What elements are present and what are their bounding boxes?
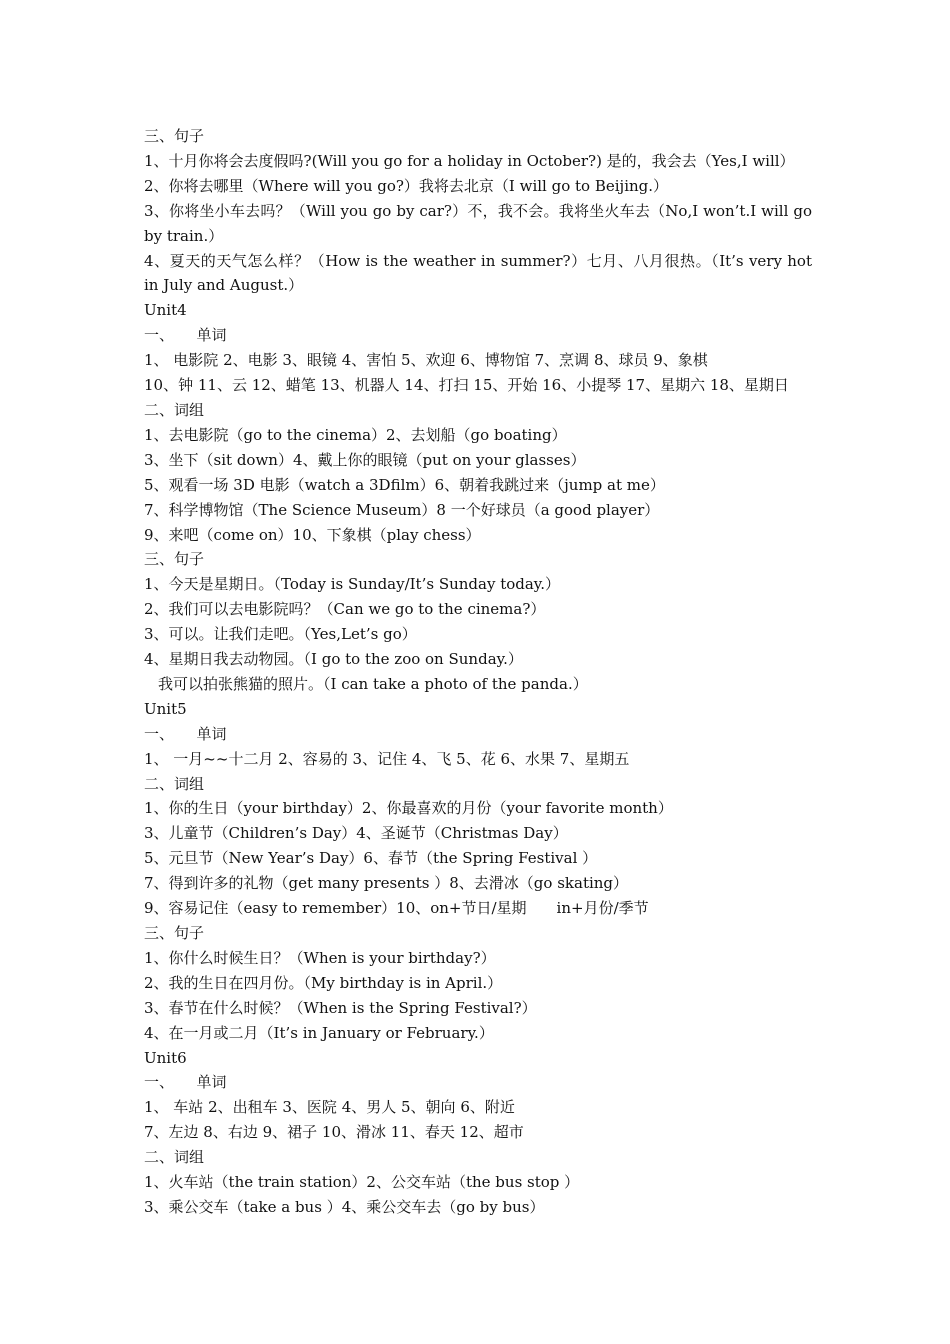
word-list-line: 7、左边 8、右边 9、裙子 10、滑冰 11、春天 12、超市 <box>144 1123 524 1142</box>
sentence-line: 1、十月你将会去度假吗?(Will you go for a holiday in October?) 是的，我会去（Yes,I will） <box>144 151 795 170</box>
section-heading: 三、句子 <box>144 127 205 145</box>
sentence-line: 3、春节在什么时候？（When is the Spring Festival?） <box>144 998 537 1017</box>
sentence-line: 2、我的生日在四月份。（My birthday is in April.） <box>144 973 503 992</box>
phrase-line: 7、得到许多的礼物（get many presents ）8、去滑冰（go skating） <box>144 874 629 893</box>
word-list-line: 10、钟 11、云 12、蜡笔 13、机器人 14、打扫 15、开始 16、小提琴 17、星期六 18、星期日 <box>144 376 789 395</box>
word-list-line: 1、 一月~~十二月 2、容易的 3、记住 4、飞 5、花 6、水果 7、星期五 <box>144 749 630 768</box>
sentence-line: 1、今天是星期日。（Today is Sunday/It’s Sunday today.） <box>144 575 561 594</box>
sentence-line: 我可以拍张熊猫的照片。（I can take a photo of the panda.） <box>158 674 588 693</box>
word-list-line: 1、 车站 2、出租车 3、医院 4、男人 5、朝向 6、附近 <box>144 1098 515 1117</box>
phrase-line: 7、科学博物馆（The Science Museum）8 一个好球员（a good player） <box>144 500 660 519</box>
phrase-line: 1、火车站（the train station）2、公交车站（the bus stop ） <box>144 1173 580 1192</box>
section-heading: 二、词组 <box>144 1148 205 1167</box>
sentence-line: 2、我们可以去电影院吗？（Can we go to the cinema?） <box>144 600 546 619</box>
phrase-line: 1、去电影院（go to the cinema）2、去划船（go boating） <box>144 425 567 444</box>
document-page <box>144 124 812 1220</box>
section-heading: 一、 单词 <box>144 724 227 743</box>
section-heading: 一、 单词 <box>144 1073 227 1092</box>
phrase-line: 1、你的生日（your birthday）2、你最喜欢的月份（your favorite month） <box>144 799 673 818</box>
sentence-line: 4、在一月或二月（It’s in January or February.） <box>144 1023 494 1042</box>
unit-heading: Unit4 <box>144 301 187 320</box>
phrase-line: 3、坐下（sit down）4、戴上你的眼镜（put on your glasses） <box>144 450 586 469</box>
unit-heading: Unit6 <box>144 1048 187 1067</box>
sentence-line: 3、你将坐小车去吗？（Will you go by car?）不，我不会。我将坐火车去（No,I won’t.I will go by train.） <box>144 201 812 245</box>
sentence-line: 4、夏天的天气怎么样？（How is the weather in summer?）七月、八月很热。（It’s very hot in July and August.） <box>144 251 812 295</box>
sentence-line: 1、你什么时候生日？（When is your birthday?） <box>144 948 496 967</box>
section-heading: 一、 单词 <box>144 326 227 345</box>
unit-heading: Unit5 <box>144 699 187 718</box>
section-heading: 三、句子 <box>144 924 205 942</box>
phrase-line: 5、元旦节（New Year’s Day）6、春节（the Spring Festival ） <box>144 849 598 868</box>
phrase-line: 3、乘公交车（take a bus ）4、乘公交车去（go by bus） <box>144 1197 545 1216</box>
phrase-line: 9、容易记住（easy to remember）10、on+节日/星期 in+月份/季节 <box>144 899 649 918</box>
section-heading: 二、词组 <box>144 400 205 419</box>
section-heading: 三、句子 <box>144 550 205 569</box>
sentence-line: 4、星期日我去动物园。（I go to the zoo on Sunday.） <box>144 650 523 669</box>
sentence-line: 2、你将去哪里（Where will you go?）我将去北京（I will go to Beijing.） <box>144 176 669 195</box>
section-heading: 二、词组 <box>144 774 205 793</box>
phrase-line: 9、来吧（come on）10、下象棋（play chess） <box>144 525 481 544</box>
phrase-line: 5、观看一场 3D 电影（watch a 3Dfilm）6、朝着我跳过来（jump at me） <box>144 475 665 494</box>
word-list-line: 1、 电影院 2、电影 3、眼镜 4、害怕 5、欢迎 6、博物馆 7、烹调 8、球员 9、象棋 <box>144 351 708 370</box>
sentence-line: 3、可以。让我们走吧。（Yes,Let’s go） <box>144 625 417 644</box>
phrase-line: 3、儿童节（Children’s Day）4、圣诞节（Christmas Day） <box>144 824 568 843</box>
